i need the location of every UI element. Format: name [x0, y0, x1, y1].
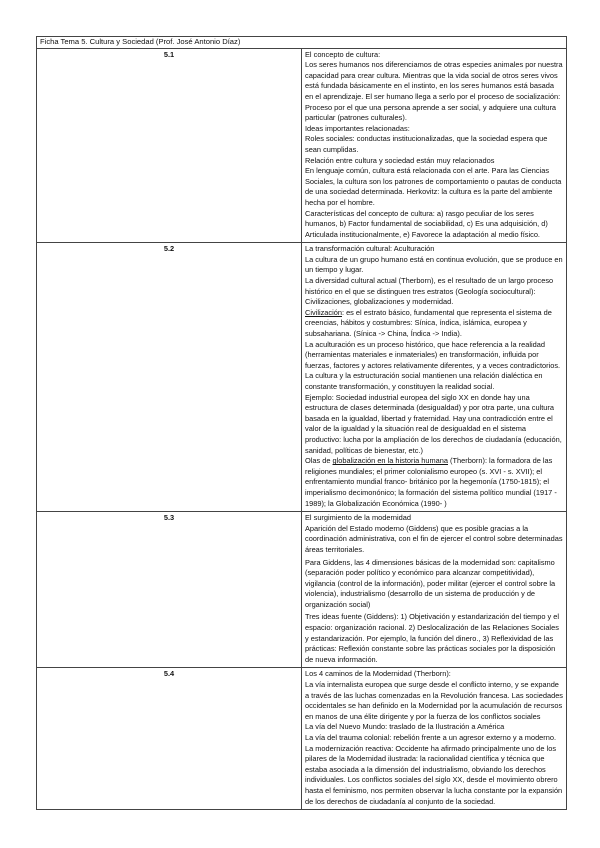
- paragraph: En lenguaje común, cultura está relacionada con el arte. Para las Ciencias Sociales, la cultura son los patrones de comportamiento o pautas de conducta de una sociedad determinada. Herkovitz: la cultura es la parte del ambiente hecha por el hombre.: [305, 166, 562, 207]
- document-sheet: [36, 36, 567, 810]
- section-content: [302, 512, 567, 668]
- section-number: 5.3: [37, 512, 302, 668]
- paragraph: La vía del trauma colonial: rebelión frente a un agresor externo y a moderno.: [305, 733, 557, 742]
- paragraph: Roles sociales: conductas institucionalizadas, que la sociedad espera que sean cumplidas.: [305, 134, 548, 154]
- notes-table: [36, 36, 567, 810]
- paragraph: La vía internalista europea que surge desde el conflicto interno, y se expande a través de las luchas comenzadas en la Revolución francesa. Las sociedades occidentales se han definido en la Modernidad por la acumulación de recursos en manos de una élite dirigente y por la fuerza de los conflictos sociales: [305, 680, 564, 721]
- section-content: [302, 668, 567, 810]
- paragraph: Los seres humanos nos diferenciamos de otras especies animales por nuestra capacidad para crear cultura. Mientras que la vida social de otros seres vivos está fundada básicamente en el instinto, en los seres humanos está basada en el aprendizaje. El ser humano llega a serlo por el proceso de socialización: Proceso por el que una persona aprende a ser social, y adquiere una cultura particular (patrones culturales).: [305, 60, 563, 123]
- header-row: [37, 37, 567, 49]
- paragraph: Ejemplo: Sociedad industrial europea del siglo XX en donde hay una estructura de clases determinada (desigualdad) y por otra parte, una cultura basada en la igualdad, libertad y fraternidad. Hay una contradicción entre el valor de la igualdad y la situación real de desigualdad en el sistema productivo: lucha por la ampliación de los derechos de ciudadanía (educación, sanidad, políticas de bienestar, etc.): [305, 392, 562, 455]
- paragraph: Para Giddens, las 4 dimensiones básicas de la modernidad son: capitalismo (separación poder político y económico para alcanzar competitividad), vigilancia (control de la información), poder militar (ejercer el control sobre la violencia), industrialismo (desarrollo de un sistema de producción y de organización social): [305, 557, 556, 609]
- section-heading: Los 4 caminos de la Modernidad (Therborn):: [305, 669, 451, 679]
- paragraph: Tres ideas fuente (Giddens): 1) Objetivación y estandarización del tiempo y el espacio: organización racional. 2) Deslocalización de las Relaciones Sociales y estandarización. Por ejemplo, la función del dinero., 3) Reflexividad de las prácticas: Reflexión constante sobre las prácticas sociales por la disposición de nueva información.: [305, 612, 560, 664]
- paragraph: La vía del Nuevo Mundo: traslado de la Ilustración a América: [305, 722, 505, 732]
- section-row-5-3: [37, 512, 567, 668]
- term-globalizacion: globalización en la historia humana: [332, 456, 448, 466]
- section-heading: El surgimiento de la modernidad: [305, 513, 411, 523]
- paragraph: La aculturación es un proceso histórico, que hace referencia a la realidad (herramientas materiales e inmateriales) en transformación, influida por fuerzas, factores y actores relativamente diferentes, y a veces contradictorios. La cultura y la estructuración social mantienen una relación dialéctica en constante transformación, y constituyen la realidad social.: [305, 339, 561, 391]
- paragraph: Relación entre cultura y sociedad están muy relacionados: [305, 155, 495, 165]
- paragraph-text: (Therborn): la formadora de las religiones mundiales; el primer colonialismo europeo (s. XVI - s. XVII); el enfrentamiento mundial franco- británico por la hegemonía (1750-1815); el imperialismo decimonónico; la formación del sistema político mundial (1917 - 1989); la Globalización Económica (1990- ): [305, 456, 557, 508]
- paragraph: Ideas importantes relacionadas:: [305, 123, 410, 133]
- section-row-5-4: [37, 668, 567, 810]
- section-heading: El concepto de cultura:: [305, 49, 381, 59]
- section-number: 5.2: [37, 243, 302, 512]
- section-content: [302, 48, 567, 243]
- paragraph: [305, 308, 563, 340]
- paragraph: La cultura de un grupo humano está en continua evolución, que se produce en un tiempo y lugar.: [305, 254, 563, 275]
- paragraph-text: Olas de: [305, 456, 333, 466]
- paragraph: Características del concepto de cultura: a) rasgo peculiar de los seres humanos, b) Factor fundamental de sociabilidad, c) Es una adquisición, d) Articulada institucionalmente, e) Favorece la adaptación al medio físico.: [305, 208, 548, 239]
- section-row-5-2: [37, 243, 567, 512]
- section-number: 5.4: [37, 668, 302, 810]
- term-civilizacion: Civilización: [305, 307, 342, 317]
- section-row-5-1: [37, 48, 567, 243]
- section-content: [302, 243, 567, 512]
- paragraph-text: : es el estrato básico, fundamental que representa el sistema de creencias, hábitos y costumbres: Sínica, índica, islámica, europea y subsahariana. (Sínica -> China, Índica -> India).: [305, 307, 552, 339]
- document-title: Ficha Tema 5. Cultura y Sociedad (Prof. José Antonio Díaz): [37, 37, 567, 49]
- section-heading: La transformación cultural: Aculturación: [305, 244, 435, 254]
- paragraph: [305, 456, 563, 509]
- paragraph: La modernización reactiva: Occidente ha afirmado principalmente uno de los pilares de la Modernidad ilustrada: la racionalidad científica y técnica que estaba asociada a la dimensión del industrialismo, obviando los derechos individuales. Los conflictos sociales del siglo XX, desde el movimiento obrero hasta el feminismo, nos permiten observar la lucha constante por la expansión de los derechos de ciudadanía al conjunto de la sociedad.: [305, 743, 563, 806]
- paragraph: La diversidad cultural actual (Therborn), es el resultado de un largo proceso histórico en el que se distinguen tres estratos (Geología sociocultural): Civilizaciones, globalizaciones y modernidad.: [305, 276, 554, 307]
- paragraph: Aparición del Estado moderno (Giddens) que es posible gracias a la coordinación administrativa, con el fin de ejercer el control sobre determinadas áreas territoriales.: [305, 523, 563, 554]
- section-number: 5.1: [37, 48, 302, 243]
